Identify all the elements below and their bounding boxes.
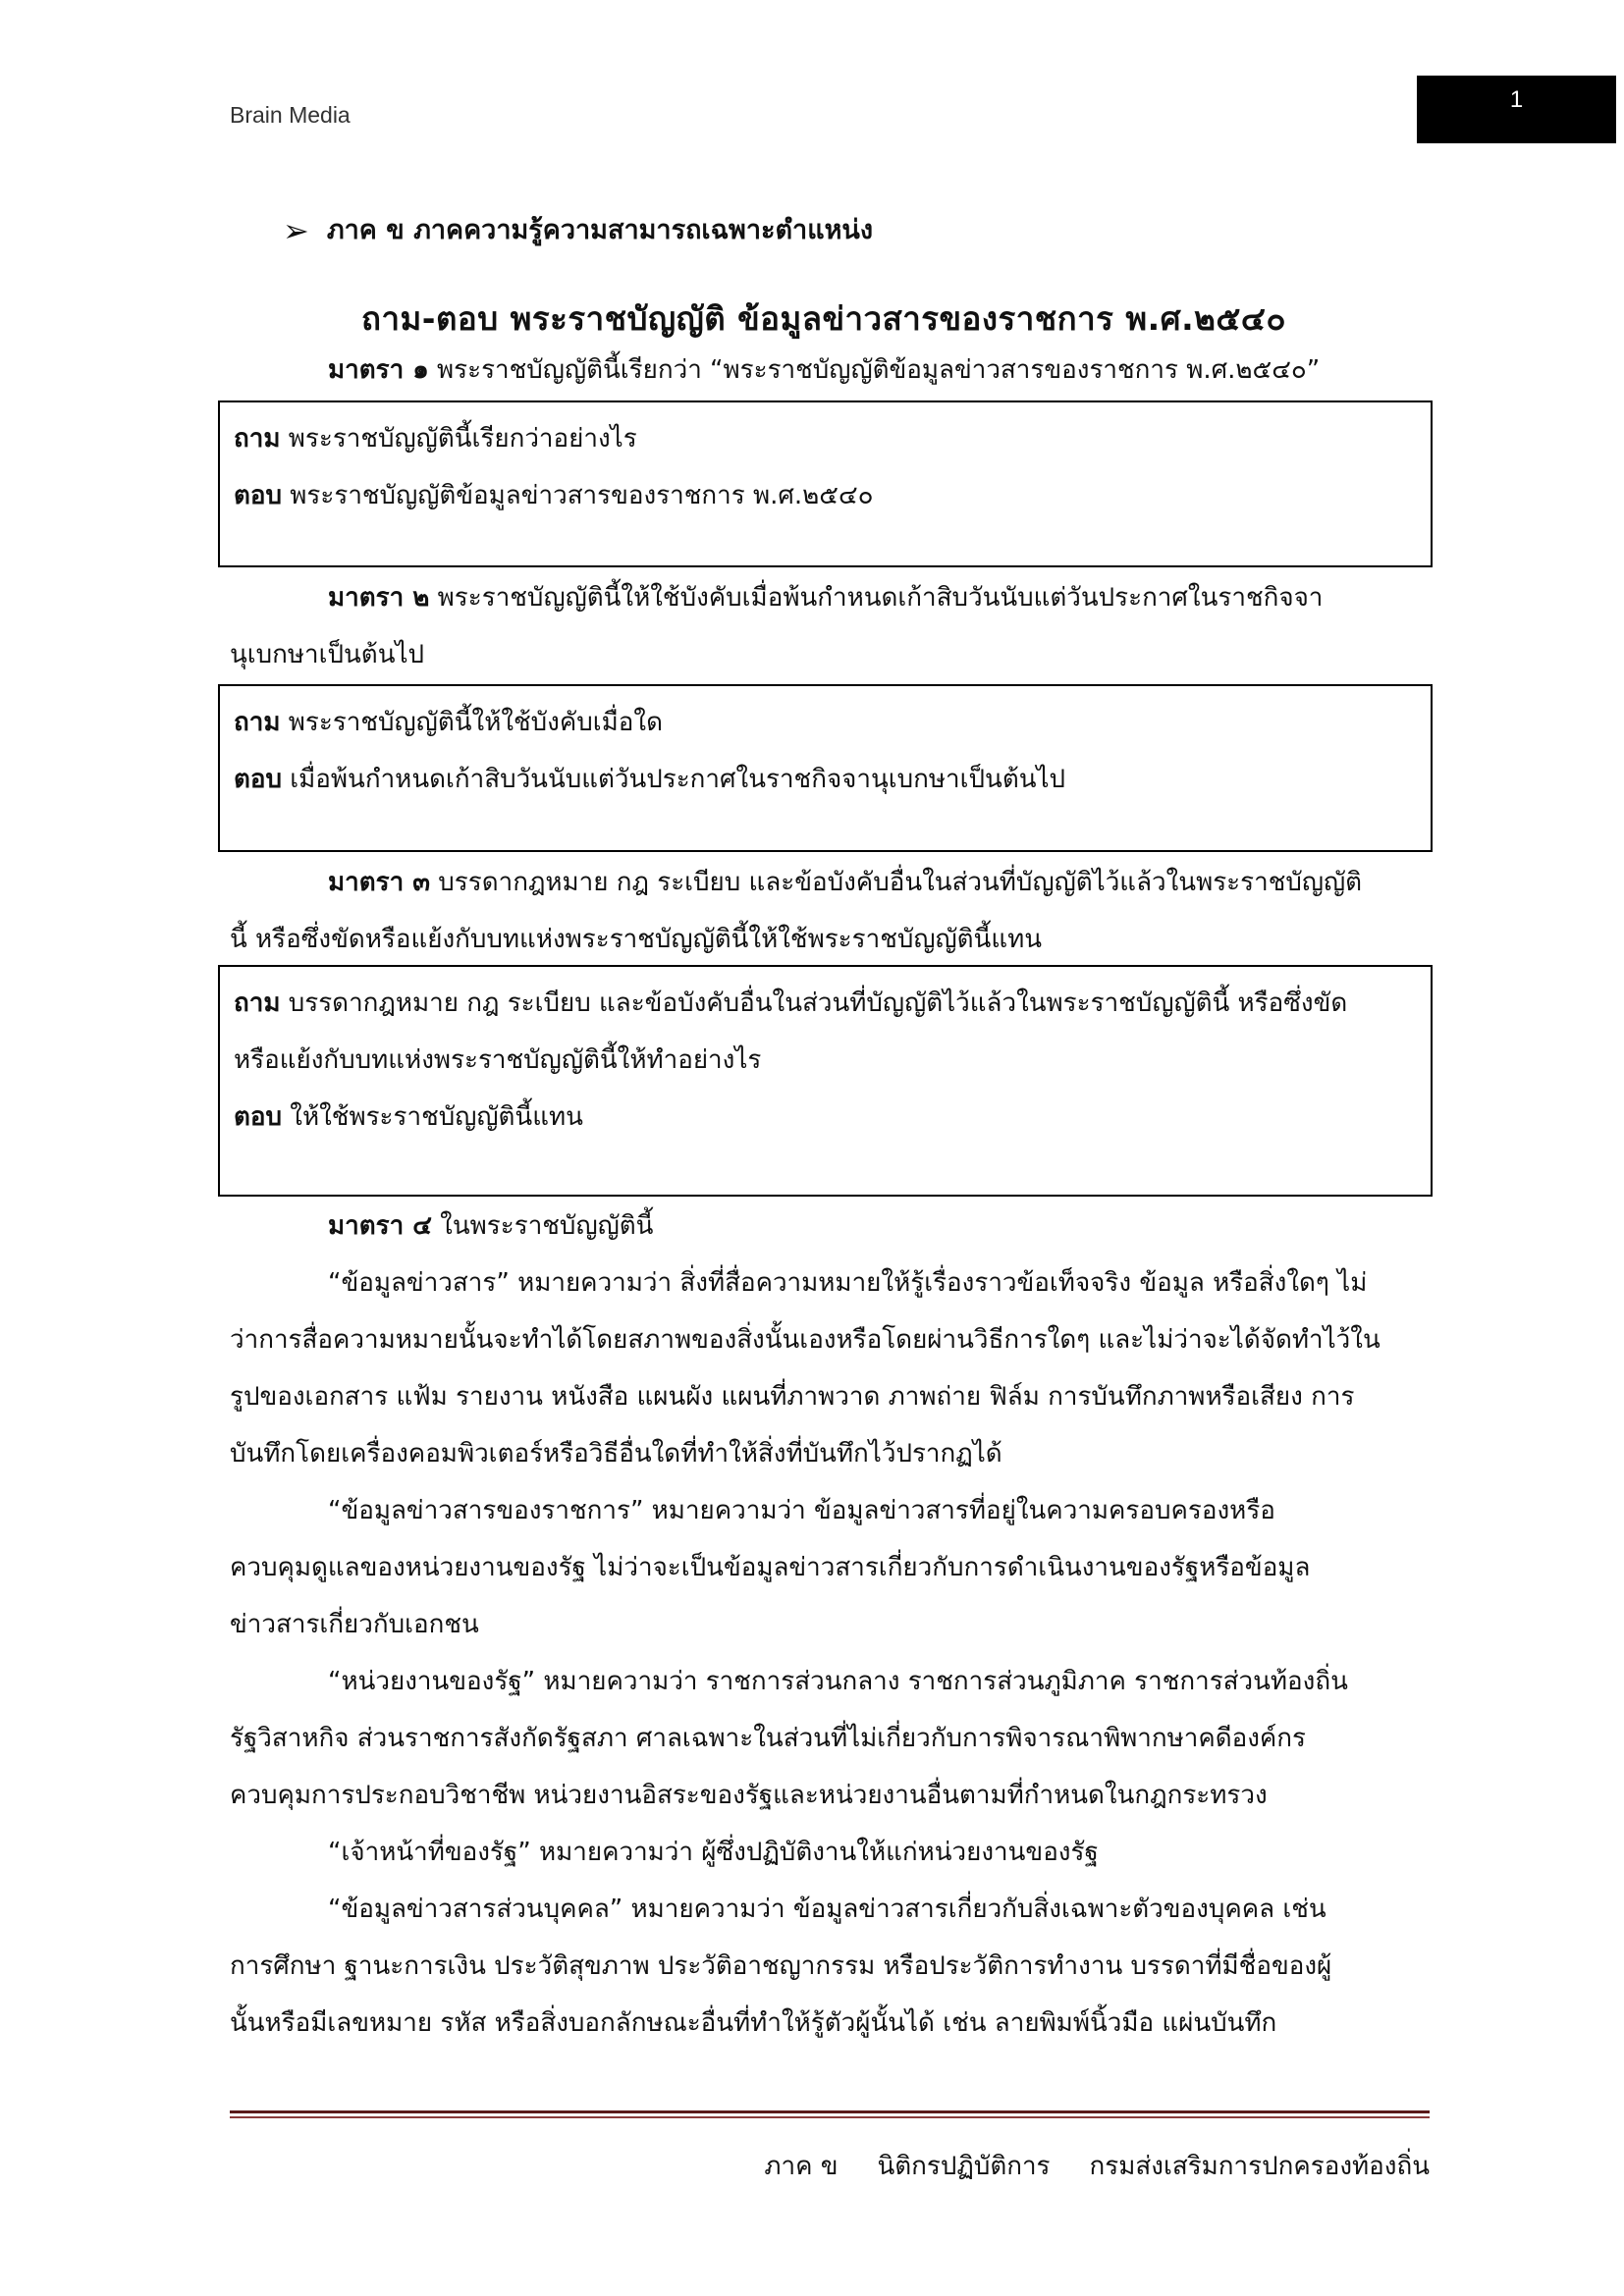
article-text-line: บรรดากฎหมาย กฎ ระเบียบ และข้อบังคับอื่นในส่วนที่บัญญัติไว้แล้วในพระราชบัญญัติ xyxy=(430,868,1363,897)
definition-line: ข่าวสารเกี่ยวกับเอกชน xyxy=(230,1610,479,1639)
footer-agency: กรมส่งเสริมการปกครองท้องถิ่น xyxy=(1089,2152,1430,2181)
question-text: พระราชบัญญัตินี้เรียกว่าอย่างไร xyxy=(280,424,637,454)
question-label: ถาม xyxy=(234,708,281,737)
answer-label: ตอบ xyxy=(234,1102,283,1132)
article-text: พระราชบัญญัตินี้เรียกว่า “พระราชบัญญัติข้อมูลข่าวสารของราชการ พ.ศ.๒๕๔๐” xyxy=(428,355,1321,385)
article-label: มาตรา ๔ xyxy=(328,1211,432,1241)
article-label: มาตรา ๒ xyxy=(328,583,430,613)
article-4 xyxy=(230,1198,1418,2052)
definition-line: บันทึกโดยเครื่องคอมพิวเตอร์หรือวิธีอื่นใดที่ทำให้สิ่งที่บันทึกไว้ปรากฏได้ xyxy=(230,1439,1002,1468)
article-text-line: นี้ หรือซึ่งขัดหรือแย้งกับบทแห่งพระราชบัญญัตินี้ให้ใช้พระราชบัญญัตินี้แทน xyxy=(230,925,1042,954)
article-2 xyxy=(230,569,1418,683)
definition-line: ว่าการสื่อความหมายนั้นจะทำได้โดยสภาพของสิ่งนั้นเองหรือโดยผ่านวิธีการใดๆ และไม่ว่าจะได้จัดทำไว้ใน xyxy=(230,1325,1380,1355)
definition-line: “เจ้าหน้าที่ของรัฐ” หมายความว่า ผู้ซึ่งปฏิบัติงานให้แก่หน่วยงานของรัฐ xyxy=(328,1838,1099,1867)
section-heading xyxy=(283,208,873,250)
definition-line: การศึกษา ฐานะการเงิน ประวัติสุขภาพ ประวัติอาชญากรรม หรือประวัติการทำงาน บรรดาที่มีชื่อของผู้ xyxy=(230,1951,1332,1981)
definition-line: ควบคุมดูแลของหน่วยงานของรัฐ ไม่ว่าจะเป็นข้อมูลข่าวสารเกี่ยวกับการดำเนินงานของรัฐหรือข้อมูล xyxy=(230,1553,1311,1582)
qa-box-2 xyxy=(218,684,1433,852)
definition-line: นั้นหรือมีเลขหมาย รหัส หรือสิ่งบอกลักษณะอื่นที่ทำให้รู้ตัวผู้นั้นได้ เช่น ลายพิมพ์นิ้วมือ แผ่นบันทึก xyxy=(230,2008,1277,2038)
question-text: พระราชบัญญัตินี้ให้ใช้บังคับเมื่อใด xyxy=(280,708,663,737)
answer-label: ตอบ xyxy=(234,765,283,794)
definition-line: “หน่วยงานของรัฐ” หมายความว่า ราชการส่วนกลาง ราชการส่วนภูมิภาค ราชการส่วนท้องถิ่น xyxy=(328,1667,1348,1696)
page-title: ถาม-ตอบ พระราชบัญญัติ ข้อมูลข่าวสารของราชการ พ.ศ.๒๕๔๐ xyxy=(361,299,1286,338)
article-text-line: พระราชบัญญัตินี้ให้ใช้บังคับเมื่อพ้นกำหนดเก้าสิบวันนับแต่วันประกาศในราชกิจจา xyxy=(429,583,1324,613)
definition-line: “ข้อมูลข่าวสาร” หมายความว่า สิ่งที่สื่อความหมายให้รู้เรื่องราวข้อเท็จจริง ข้อมูล หรือสิ่งใดๆ ไม่ xyxy=(328,1268,1368,1298)
article-text: ในพระราชบัญญัตินี้ xyxy=(431,1211,654,1241)
answer-label: ตอบ xyxy=(234,481,283,510)
arrow-bullet-icon: ➢ xyxy=(283,212,309,249)
footer-subject: นิติกรปฏิบัติการ xyxy=(877,2152,1051,2181)
page-number: 1 xyxy=(1417,76,1616,143)
footer-rule-secondary xyxy=(230,2116,1430,2118)
header-brand: Brain Media xyxy=(230,102,351,128)
definition-line: “ข้อมูลข่าวสารของราชการ” หมายความว่า ข้อมูลข่าวสารที่อยู่ในความครอบครองหรือ xyxy=(328,1496,1275,1525)
qa-box-1 xyxy=(218,400,1433,567)
article-text-line: นุเบกษาเป็นต้นไป xyxy=(230,640,425,669)
article-1 xyxy=(230,342,1418,399)
definition-line: รัฐวิสาหกิจ ส่วนราชการสังกัดรัฐสภา ศาลเฉพาะในส่วนที่ไม่เกี่ยวกับการพิจารณาพิพากษาคดีองค์กร xyxy=(230,1724,1307,1753)
footer-rule xyxy=(230,2110,1430,2113)
question-label: ถาม xyxy=(234,988,281,1018)
footer xyxy=(764,2146,1430,2186)
answer-text: เมื่อพ้นกำหนดเก้าสิบวันนับแต่วันประกาศในราชกิจจานุเบกษาเป็นต้นไป xyxy=(282,765,1066,794)
section-heading-text: ภาค ข ภาคความรู้ความสามารถเฉพาะตำแหน่ง xyxy=(326,215,874,245)
definition-line: “ข้อมูลข่าวสารส่วนบุคคล” หมายความว่า ข้อมูลข่าวสารเกี่ยวกับสิ่งเฉพาะตัวของบุคคล เช่น xyxy=(328,1895,1326,1924)
answer-text: ให้ใช้พระราชบัญญัตินี้แทน xyxy=(282,1102,583,1132)
answer-text: พระราชบัญญัติข้อมูลข่าวสารของราชการ พ.ศ.๒๕๔๐ xyxy=(282,481,874,510)
article-label: มาตรา ๑ xyxy=(328,355,429,385)
article-label: มาตรา ๓ xyxy=(328,868,431,897)
question-label: ถาม xyxy=(234,424,281,454)
definition-line: รูปของเอกสาร แฟ้ม รายงาน หนังสือ แผนผัง แผนที่ภาพวาด ภาพถ่าย ฟิล์ม การบันทึกภาพหรือเสียง การ xyxy=(230,1382,1355,1412)
question-text: บรรดากฎหมาย กฎ ระเบียบ และข้อบังคับอื่นในส่วนที่บัญญัติไว้แล้วในพระราชบัญญัตินี้ หรือซึ่งขัด xyxy=(280,988,1348,1018)
question-text: หรือแย้งกับบทแห่งพระราชบัญญัตินี้ให้ทำอย่างไร xyxy=(234,1045,762,1075)
article-3 xyxy=(230,854,1418,968)
definition-line: ควบคุมการประกอบวิชาชีพ หน่วยงานอิสระของรัฐและหน่วยงานอื่นตามที่กำหนดในกฎกระทรวง xyxy=(230,1781,1268,1810)
footer-part: ภาค ข xyxy=(764,2152,839,2181)
qa-box-3 xyxy=(218,965,1433,1197)
